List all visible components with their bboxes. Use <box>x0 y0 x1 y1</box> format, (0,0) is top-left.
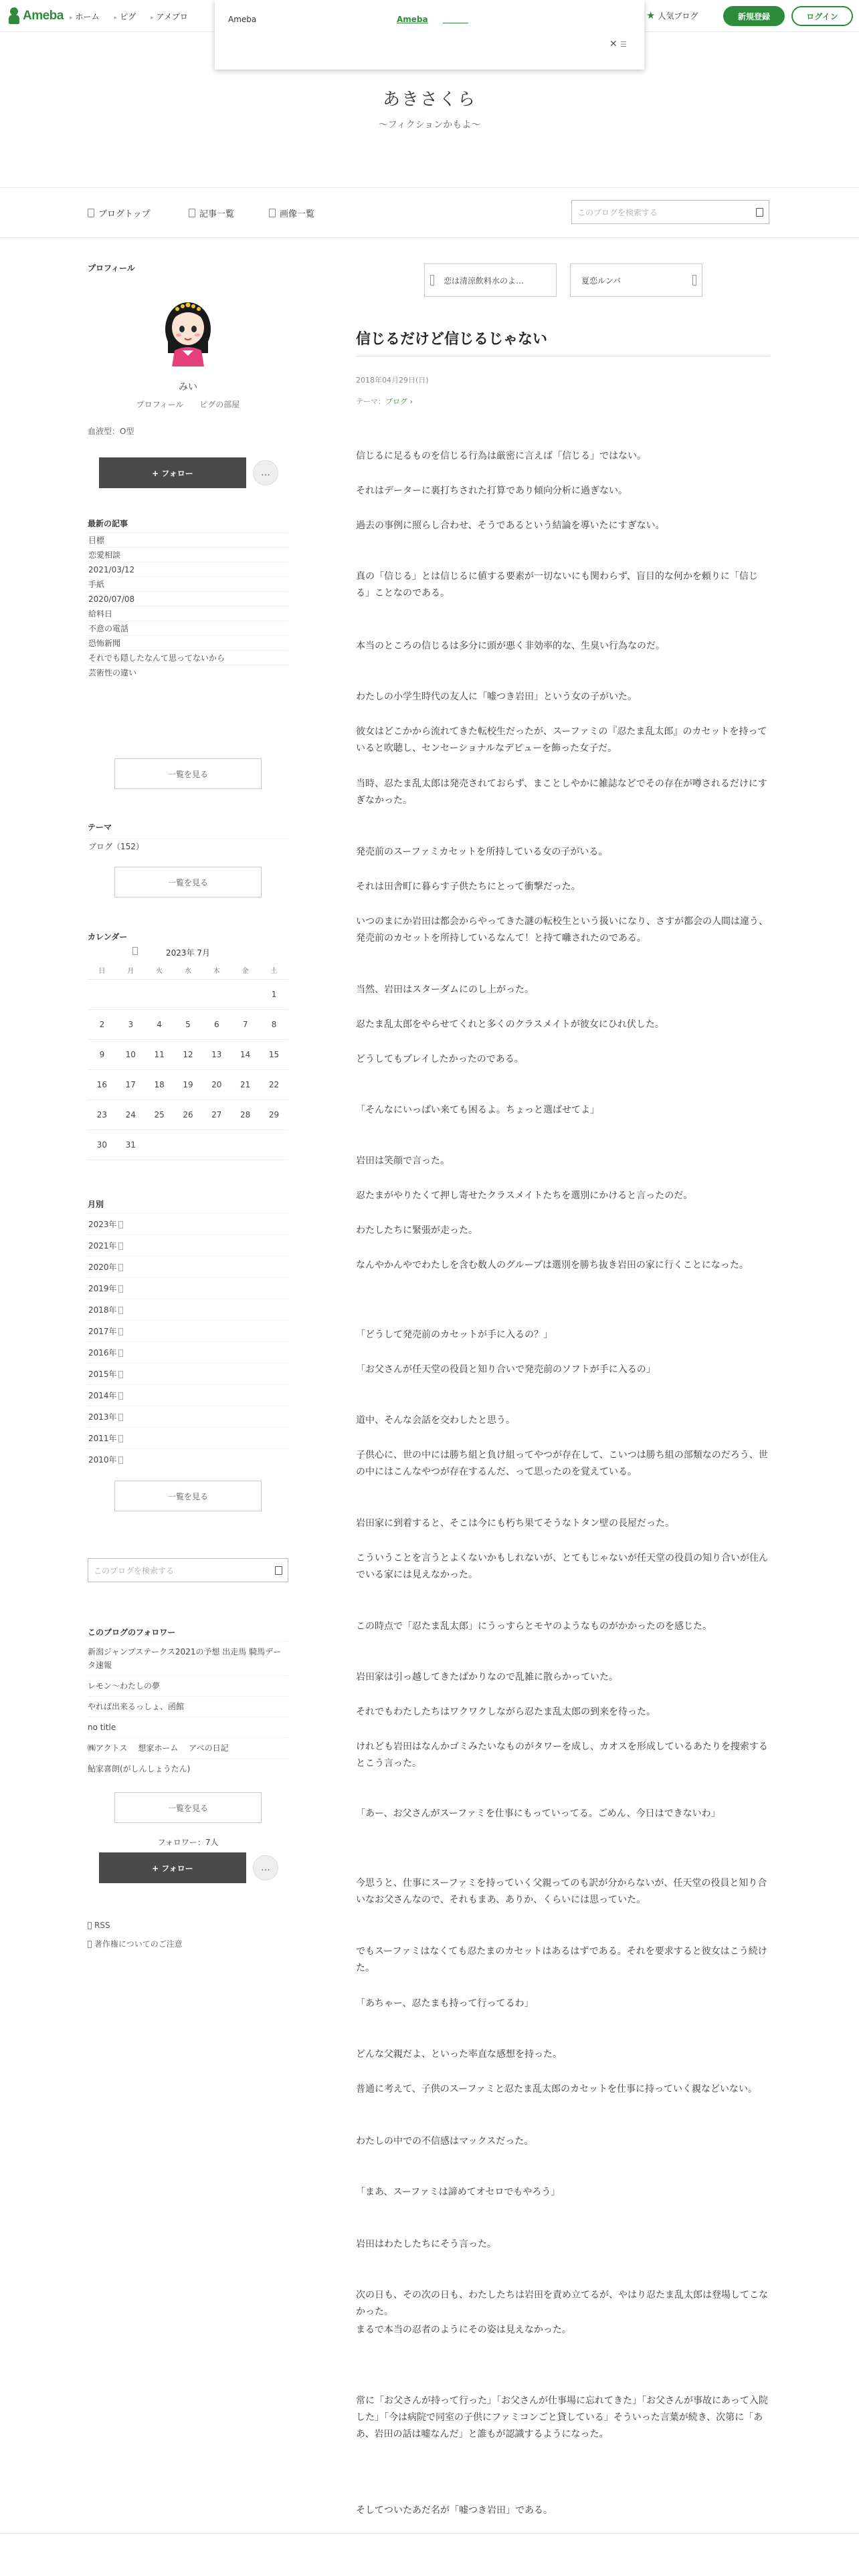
entry-paragraph: 彼女はどこかから流れてきた転校生だったが、スーファミの『忍たま乱太郎』のカセットを持っていると吹聴し、センセーショナルなデビューを飾った女子だ。 <box>356 726 767 754</box>
nav-entry-list[interactable] <box>189 207 234 219</box>
weekday: 火 <box>145 962 174 979</box>
more-options-button-bottom[interactable]: … <box>253 1855 278 1881</box>
calendar-day: 13 <box>202 1039 231 1069</box>
profile-avatar[interactable] <box>155 290 221 366</box>
entry-paragraph: 「あー、お父さんがスーファミを仕事にもっていってる。ごめん、今日はできないわ」 <box>356 1808 721 1819</box>
calendar-day: 6 <box>202 1009 231 1039</box>
nav-blog-top[interactable] <box>88 207 151 219</box>
entry-paragraph: 次の日も、その次の日も、わたしたちは岩田を責め立てるが、やはり忍たま乱太郎は登場してこなかった。 <box>356 2290 768 2317</box>
calendar-day: 10 <box>116 1039 145 1069</box>
ameba-logo[interactable] <box>8 7 64 25</box>
blog-title[interactable]: あきさくら <box>382 90 476 110</box>
entry-paragraph: それでもわたしたちはワクワクしながら忍たま乱太郎の到来を待った。 <box>356 1707 656 1717</box>
popular-blog-link[interactable] <box>646 9 698 21</box>
entry-paragraph: 常に「お父さんが持って行った」「お父さんが仕事場に忘れてきた」「お父さんが事故にあって入院した」「今は病院で同室の子供にファミコンごと貸している」そういった言葉が続き、次第に「ああ、岩田の話は嘘なんだ」と誰もが認識するようになった。 <box>356 2395 768 2440</box>
entry-paragraph: 当時、忍たま乱太郎は発売されておらず、まことしやかに雑誌などでその存在が噂されるだけにすぎなかった。 <box>356 778 767 806</box>
entry-paragraph: それは田舎町に暮らす子供たちにとって衝撃だった。 <box>356 881 581 892</box>
recent-entry[interactable]: 目標 <box>88 532 288 547</box>
chevron-right-icon: › <box>407 397 413 406</box>
recent-section-title: 最新の記事 <box>88 519 128 528</box>
follow-button-bottom[interactable]: + フォロー <box>99 1852 246 1883</box>
recent-entry[interactable]: 給料日 <box>88 606 288 621</box>
entry-theme-link[interactable]: ブログ <box>385 397 407 406</box>
sidebar-search-input[interactable] <box>88 1558 288 1582</box>
calendar-day <box>231 979 260 1009</box>
entry-paragraph: 岩田は笑顔で言った。 <box>356 1156 450 1166</box>
blog-search-placeholder: このブログを検索する <box>577 207 658 217</box>
next-entry-button[interactable] <box>570 263 702 297</box>
entry-paragraph: そしてついたあだ名が「嘘つき岩田」である。 <box>356 2505 553 2516</box>
blog-nav <box>0 187 859 238</box>
calendar-day: 31 <box>116 1130 145 1160</box>
chevron-left-icon <box>430 275 434 286</box>
calendar-day <box>145 979 174 1009</box>
calendar-day: 23 <box>88 1099 116 1130</box>
calendar-day: 18 <box>145 1069 174 1099</box>
info-icon <box>88 1941 92 1948</box>
monthly-archive-list <box>88 1213 288 1470</box>
more-options-button[interactable]: … <box>253 460 278 486</box>
chevron-right-icon <box>692 275 696 286</box>
recent-entry[interactable]: 2020/07/08 <box>88 591 288 606</box>
followed-blog[interactable]: 鮎家喜朗(がしんしょうたん) <box>88 1758 288 1779</box>
entry-theme-label: テーマ： <box>356 397 385 406</box>
calendar-day <box>231 1130 260 1160</box>
entry-paragraph: 今思うと、仕事にスーファミを持っていく父親ってのも訳が分からないが、任天堂の役員と知り合いなお父さんなので、それもまあ、ありか、くらいには思っていた。 <box>356 1878 767 1905</box>
entry-paragraph: 岩田はわたしたちにそう言った。 <box>356 2239 496 2250</box>
entry-paragraph: こういうことを言うとよくないかもしれないが、とてもじゃないが任天堂の役員の知り合いが住んでいる家には見えなかった。 <box>356 1553 768 1580</box>
prev-entry-title: 恋は清涼飲料水のよ… <box>444 276 524 286</box>
calendar-day: 24 <box>116 1099 145 1130</box>
popular-blog-label: 人気ブログ <box>658 11 698 21</box>
image-icon <box>269 209 276 217</box>
login-button[interactable]: ログイン <box>791 6 853 26</box>
entry-paragraph: 道中、そんな会話を交わしたと思う。 <box>356 1415 515 1426</box>
recent-entry[interactable]: 芸術性の違い <box>88 665 288 679</box>
month-item[interactable]: 2019年 <box>88 1277 288 1299</box>
followed-blog[interactable]: やれば出来るっしょ、函館 <box>88 1696 288 1717</box>
calendar-day: 2 <box>88 1009 116 1039</box>
entry-paragraph: でもスーファミはなくても忍たまのカセットはあるはずである。それを要求すると彼女はこう続けた。 <box>356 1946 767 1973</box>
theme-item[interactable]: ブログ（152） <box>88 839 288 853</box>
calendar-day: 20 <box>202 1069 231 1099</box>
followed-blog[interactable]: レモン〜わたしの夢 <box>88 1675 288 1696</box>
prev-entry-button[interactable] <box>424 263 557 297</box>
profile-links[interactable]: プロフィール ピグの部屋 <box>136 400 240 409</box>
calendar-day <box>88 979 116 1009</box>
follow-button[interactable]: + フォロー <box>99 457 246 488</box>
ad-popup-label: Ameba <box>228 15 257 24</box>
calendar-day: 30 <box>88 1130 116 1160</box>
month-item[interactable]: 2015年 <box>88 1363 288 1384</box>
logo-text: Ameba <box>23 9 64 23</box>
recent-entry[interactable]: 恋愛相談 <box>88 547 288 562</box>
nav-blog-top-label: ブログトップ <box>98 209 151 219</box>
ad-popup-link[interactable]: Ameba <box>397 15 428 24</box>
entry-paragraph: 普通に考えて、子供のスーファミと忍たま乱太郎のカセットを仕事に持っていく親などいない。 <box>356 2084 758 2095</box>
entry-theme <box>356 396 413 407</box>
recent-entries-list <box>88 532 288 679</box>
monthly-section-title: 月別 <box>88 1200 104 1209</box>
month-item[interactable]: 2016年 <box>88 1341 288 1363</box>
entry-paragraph: 当然、岩田はスターダムにのし上がった。 <box>356 984 534 995</box>
monthly-see-all-button[interactable]: 一覧を見る <box>114 1481 262 1511</box>
entry-paragraph: この時点で「忍たま乱太郎」にうっすらとモヤのようなものがかかったのを感じた。 <box>356 1621 712 1632</box>
entry-title[interactable]: 信じるだけど信じるじゃない <box>356 331 548 348</box>
followed-blogs-list <box>88 1641 288 1779</box>
followed-blog[interactable]: 新潟ジャンプステークス2021の予想 出走馬 騎馬データ速報 <box>88 1641 288 1675</box>
weekday: 水 <box>174 962 203 979</box>
theme-section-title: テーマ <box>88 823 112 832</box>
profile-name[interactable]: みい <box>179 382 197 393</box>
calendar-grid <box>88 962 288 1160</box>
entry-paragraph: 岩田家に到着すると、そこは今にも朽ち果てそうなトタン壁の長屋だった。 <box>356 1518 674 1529</box>
followed-blog[interactable]: ㈱アクトス 想家ホーム アベの日記 <box>88 1737 288 1758</box>
month-item[interactable]: 2018年 <box>88 1299 288 1320</box>
calendar-day <box>116 979 145 1009</box>
entry-paragraph: 「お父さんが任天堂の役員と知り合いで発売前のソフトが手に入るの」 <box>356 1364 656 1375</box>
search-icon[interactable] <box>756 208 763 217</box>
next-entry-title: 夏恋ルンバ <box>581 276 621 286</box>
month-item[interactable]: 2011年 <box>88 1427 288 1448</box>
list-icon <box>189 209 195 217</box>
home-icon <box>88 209 94 217</box>
entry-paragraph: わたしの小学生時代の友人に「嘘つき岩田」という女の子がいた。 <box>356 691 637 702</box>
calendar-day <box>202 1130 231 1160</box>
followed-blog[interactable]: no title <box>88 1717 288 1737</box>
calendar-day: 8 <box>260 1009 288 1039</box>
calendar-day: 29 <box>260 1099 288 1130</box>
calendar-day: 7 <box>231 1009 260 1039</box>
month-item[interactable]: 2023年 <box>88 1213 288 1235</box>
entry-paragraph: 子供心に、世の中には勝ち組と負け組ってやつが存在して、こいつは勝ち組の部類なのだろう、世の中にはこんなやつが存在するんだ、って思ったのを覚えている。 <box>356 1450 768 1477</box>
entry-paragraph: 真の「信じる」とは信じるに値する要素が一切ないにも関わらず、盲目的な何かを頼りに「信じる」ことなのである。 <box>356 571 758 599</box>
ad-popup <box>215 0 644 70</box>
calendar-day: 26 <box>174 1099 203 1130</box>
theme-list <box>88 839 288 853</box>
entry-paragraph: 「あちゃー、忍たまも持って行ってるわ」 <box>356 1998 534 2009</box>
calendar-day: 28 <box>231 1099 260 1130</box>
calendar-day: 14 <box>231 1039 260 1069</box>
rss-icon <box>88 1922 92 1929</box>
sidebar-search-placeholder: このブログを検索する <box>94 1566 175 1576</box>
search-icon[interactable] <box>275 1566 282 1575</box>
calendar-section-title: カレンダー <box>88 932 128 942</box>
calendar-day <box>260 1130 288 1160</box>
calendar-day: 9 <box>88 1039 116 1069</box>
theme-see-all-button[interactable]: 一覧を見る <box>114 867 262 897</box>
entry-paragraph: 過去の事例に照らし合わせ、そうであるという結論を導いたにすぎない。 <box>356 520 665 531</box>
entry-paragraph: わたしたちに緊張が走った。 <box>356 1225 478 1236</box>
entry-paragraph: 本当のところの信じるは多分に頭が悪く非効率的な、生臭い行為なのだ。 <box>356 641 665 651</box>
nav-ameblo[interactable]: ▸ アメブロ <box>151 11 188 22</box>
month-item[interactable]: 2020年 <box>88 1256 288 1277</box>
entry-paragraph: 信じるに足るものを信じる行為は厳密に言えば「信じる」ではない。 <box>356 451 646 461</box>
calendar-day: 16 <box>88 1069 116 1099</box>
calendar-day: 4 <box>145 1009 174 1039</box>
calendar-day: 21 <box>231 1069 260 1099</box>
calendar-day: 11 <box>145 1039 174 1069</box>
nav-pigg[interactable]: ▸ ピグ <box>114 11 136 22</box>
calendar-day: 1 <box>260 979 288 1009</box>
footer-divider <box>0 2533 859 2534</box>
entry-paragraph: いつのまにか岩田は都会からやってきた謎の転校生という扱いになり、さすが都会の人間は違う、発売前のカセットを所持しているなんて！と持て囃されたのである。 <box>356 916 768 944</box>
entry-paragraph: けれども岩田はなんかゴミみたいなものがタワーを成し、カオスを形成しているあたりを捜索するとこう言った。 <box>356 1741 768 1769</box>
calendar-day: 15 <box>260 1039 288 1069</box>
weekday: 木 <box>202 962 231 979</box>
copyright-link[interactable] <box>88 1938 183 1949</box>
weekday: 金 <box>231 962 260 979</box>
nav-image-list[interactable] <box>269 207 314 219</box>
recent-see-all-button[interactable]: 一覧を見る <box>114 758 262 789</box>
calendar-day: 17 <box>116 1069 145 1099</box>
recent-entry[interactable]: 手紙 <box>88 576 288 591</box>
recent-entry[interactable]: 2021/03/12 <box>88 562 288 576</box>
profile-section-title: プロフィール <box>88 263 135 273</box>
rss-label: RSS <box>94 1921 110 1930</box>
month-item[interactable]: 2014年 <box>88 1384 288 1406</box>
entry-paragraph: 「どうして発売前のカセットが手に入るの？」 <box>356 1329 553 1340</box>
calendar-day <box>174 1130 203 1160</box>
register-button[interactable]: 新規登録 <box>723 6 785 26</box>
entry-paragraph: なんやかんやでわたしを含む数人のグループは選別を勝ち抜き岩田の家に行くことになった。 <box>356 1260 749 1271</box>
entry-paragraph: どうしてもプレイしたかったのである。 <box>356 1054 524 1065</box>
entry-paragraph: 忍たま乱太郎をやらせてくれと多くのクラスメイトが彼女にひれ伏した。 <box>356 1019 664 1030</box>
calendar-day: 25 <box>145 1099 174 1130</box>
month-item[interactable]: 2021年 <box>88 1235 288 1256</box>
recent-entry[interactable]: 恐怖新聞 <box>88 635 288 650</box>
month-item[interactable]: 2013年 <box>88 1406 288 1427</box>
rss-link[interactable] <box>88 1921 110 1930</box>
entry-paragraph: 「そんなにいっぱい来ても困るよ。ちょっと選ばせてよ」 <box>356 1105 599 1115</box>
follower-count[interactable]: フォロワー：7人 <box>157 1838 219 1847</box>
close-icon[interactable]: ✕ <box>609 39 617 49</box>
menu-icon[interactable]: ☰ <box>620 40 627 49</box>
calendar-day <box>202 979 231 1009</box>
blog-search-input[interactable] <box>571 200 769 224</box>
calendar-day <box>174 979 203 1009</box>
month-item[interactable]: 2017年 <box>88 1320 288 1341</box>
recent-entry[interactable]: 不意の電話 <box>88 621 288 635</box>
calendar-day: 12 <box>174 1039 203 1069</box>
blog-subtitle: 〜フィクションかもよ〜 <box>378 120 481 130</box>
ameba-mascot-icon <box>8 7 20 25</box>
copyright-label: 著作権についてのご注意 <box>94 1939 183 1949</box>
nav-entry-list-label: 記事一覧 <box>199 209 235 219</box>
entry-date: 2018年04月29日(日) <box>356 376 429 385</box>
calendar-month: 2023年 7月 <box>166 948 210 958</box>
entry-paragraph: 「まあ、スーファミは諦めてオセロでもやろう」 <box>356 2187 561 2197</box>
month-item[interactable]: 2010年 <box>88 1448 288 1470</box>
weekday: 月 <box>116 962 145 979</box>
nav-image-list-label: 画像一覧 <box>280 209 315 219</box>
calendar-day: 3 <box>116 1009 145 1039</box>
weekday: 土 <box>260 962 288 979</box>
entry-paragraph: 忍たまがやりたくて押し寄せたクラスメイトたちを選別にかけると言ったのだ。 <box>356 1190 693 1201</box>
calendar-day <box>145 1130 174 1160</box>
star-icon: ★ <box>646 9 656 21</box>
calendar-day: 22 <box>260 1069 288 1099</box>
weekday: 日 <box>88 962 116 979</box>
calendar-day: 19 <box>174 1069 203 1099</box>
followed-see-all-button[interactable]: 一覧を見る <box>114 1792 262 1823</box>
followed-section-title: このブログのフォロワー <box>88 1628 176 1637</box>
entry-paragraph: どんな父親だよ、といった率直な感想を持った。 <box>356 2049 562 2060</box>
calendar-day: 27 <box>202 1099 231 1130</box>
entry-paragraph: 発売前のスーファミカセットを所持している女の子がいる。 <box>356 847 608 857</box>
entry-paragraph: わたしの中での不信感はマックスだった。 <box>356 2136 534 2147</box>
entry-paragraph: 岩田家は引っ越してきたばかりなので乱雑に散らかっていた。 <box>356 1672 618 1683</box>
blood-type: 血液型：O型 <box>88 427 134 436</box>
nav-home[interactable]: ▸ ホーム <box>70 11 100 22</box>
calendar-day: 5 <box>174 1009 203 1039</box>
entry-paragraph: まるで本当の忍者のようにその姿は見えなかった。 <box>356 2325 571 2335</box>
global-nav <box>70 11 188 22</box>
recent-entry[interactable]: それでも隠したなんて思ってないから <box>88 650 288 665</box>
entry-paragraph: それはデーターに裏打ちされた打算であり傾向分析に過ぎない。 <box>356 486 628 496</box>
